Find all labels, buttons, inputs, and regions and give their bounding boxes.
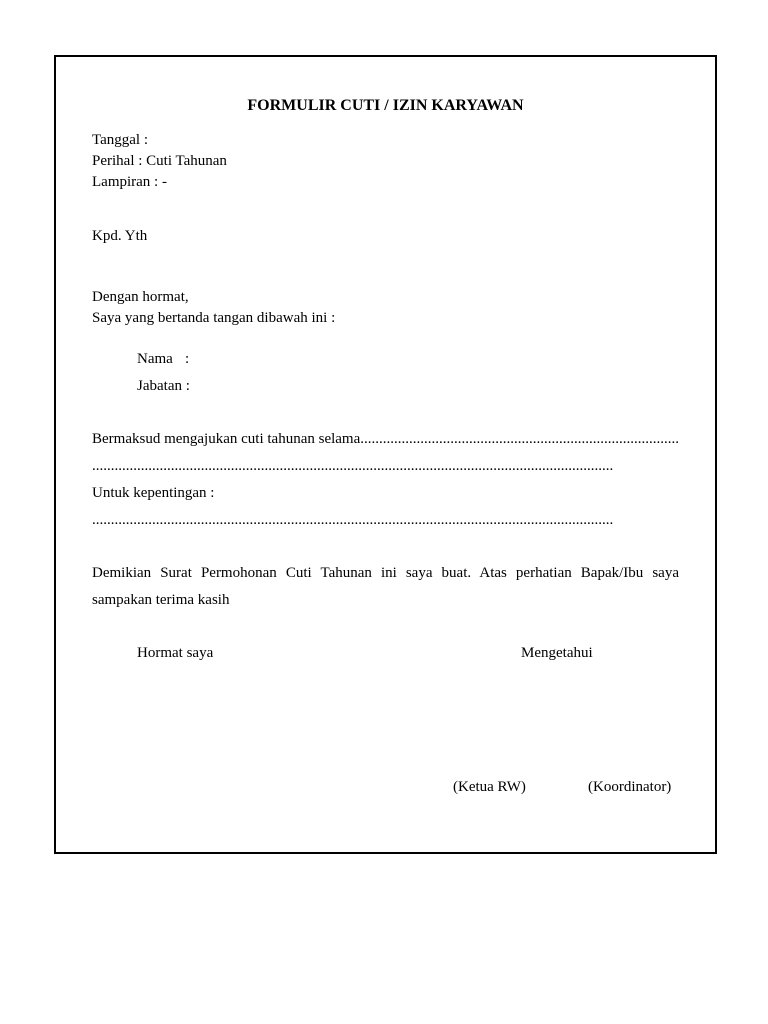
closing-line-2: sampakan terima kasih [92,592,230,608]
nama-label: Nama [137,351,173,367]
lampiran-line: Lampiran : - [92,174,167,190]
jabatan-label: Jabatan : [137,378,190,394]
mengetahui-label: Mengetahui [521,645,593,661]
closing-line-1: Demikian Surat Permohonan Cuti Tahunan ini saya buat. Atas perhatian Bapak/Ibu saya [92,565,679,581]
nama-colon: : [185,351,190,367]
duration-line: Bermaksud mengajukan cuti tahunan selama..................................................................................... [92,432,679,447]
tanggal-label: Tanggal : [92,132,149,148]
perihal-line: Perihal : Cuti Tahunan [92,153,227,169]
hormat-saya-label: Hormat saya [137,645,214,661]
ketua-rw-label: (Ketua RW) [453,779,526,795]
kepentingan-label: Untuk kepentingan : [92,485,215,501]
form-title: FORMULIR CUTI / IZIN KARYAWAN [247,97,524,114]
dots-line-2: ........................................................................................................................................... [92,513,614,528]
dots-line-1: ........................................................................................................................................... [92,459,614,474]
koordinator-label: (Koordinator) [588,779,672,795]
form-box [54,55,717,854]
intro-line: Saya yang bertanda tangan dibawah ini : [92,310,336,326]
salutation: Dengan hormat, [92,289,189,305]
recipient-line: Kpd. Yth [92,228,148,244]
